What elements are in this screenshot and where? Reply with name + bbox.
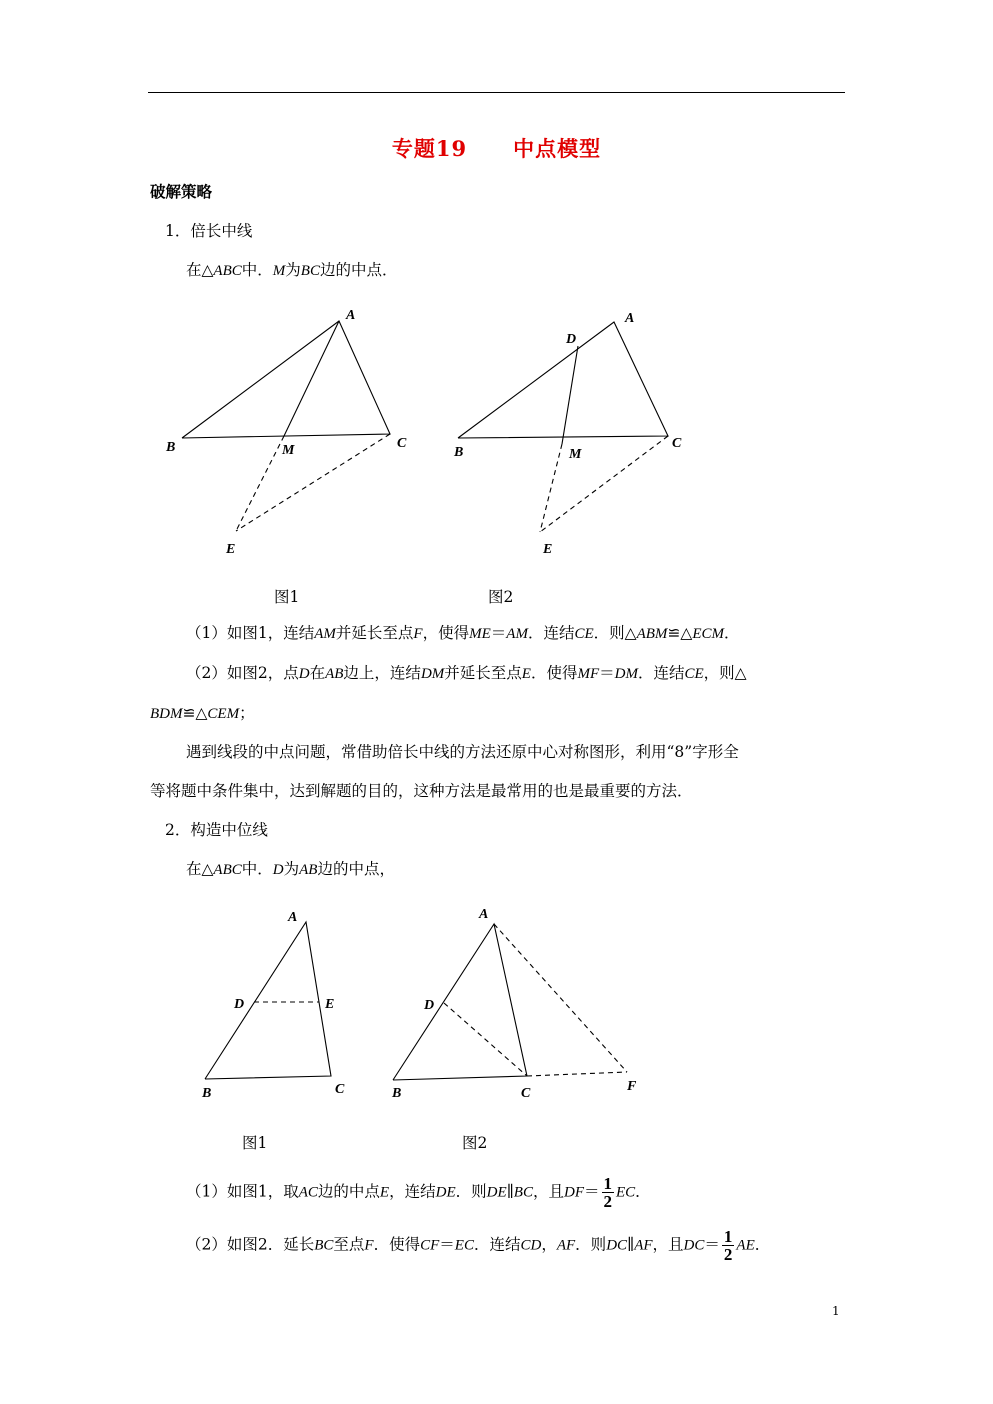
fig2-label-c: C bbox=[672, 436, 682, 451]
fig4-segment-dc bbox=[444, 1003, 527, 1076]
fig1-median-am bbox=[284, 321, 339, 436]
s2-paragraph-2: （2）如图2．延长BC至点F．使得CF＝EC．连结CD，AF．则DC∥AF，且DC＝ $\frac{1}{2}$ AE． bbox=[186, 1227, 771, 1264]
s1-paragraph-2: （2）如图2，点D在AB边上，连结DM并延长至点E．使得MF＝DM．连结CE，则△ bbox=[186, 664, 747, 682]
fig1-segment-ce bbox=[236, 434, 390, 531]
s1-intro: 在△ABC中．M为BC边的中点． bbox=[186, 261, 398, 279]
fig3-label-b: B bbox=[202, 1086, 212, 1101]
s1-paragraph-1: （1）如图1，连结AM并延长至点F，使得ME＝AM．连结CE．则△ABM≌△ECM． bbox=[186, 624, 740, 642]
fig3-label-e: E bbox=[325, 997, 335, 1012]
fig2-triangle bbox=[458, 322, 668, 438]
s1-paragraph-3-line2: 等将题中条件集中，达到解题的目的，这种方法是最常用的也是最重要的方法． bbox=[150, 782, 693, 800]
fig1-label-a: A bbox=[346, 308, 356, 323]
fig1-triangle bbox=[182, 321, 390, 438]
fig2-segment-dm bbox=[562, 346, 578, 444]
s2-fig1-caption: 图1 bbox=[242, 1134, 268, 1152]
fig4-segment-af bbox=[494, 924, 627, 1072]
fig4-label-a: A bbox=[479, 907, 489, 922]
fig2-label-b: B bbox=[454, 445, 464, 460]
fig1-extension-me bbox=[236, 436, 284, 531]
fig1-label-m: M bbox=[282, 443, 295, 458]
fig2-label-m: M bbox=[569, 447, 582, 462]
fig3-triangle bbox=[205, 922, 331, 1079]
title-topic-name: 中点模型 bbox=[513, 136, 602, 161]
s1-paragraph-2-cont: BDM≌△CEM； bbox=[150, 704, 255, 722]
s1-paragraph-3-line1: 遇到线段的中点问题，常借助倍长中线的方法还原中心对称图形，利用“8”字形全 bbox=[186, 743, 739, 761]
fig2-segment-ce bbox=[540, 436, 668, 532]
s2-paragraph-1: （1）如图1，取AC边的中点E，连结DE．则DE∥BC，且DF＝ $\frac{1}{2}$ EC． bbox=[186, 1174, 651, 1211]
fig1-label-b: B bbox=[166, 440, 176, 455]
page-number: 1 bbox=[832, 1304, 840, 1318]
fig2-label-d: D bbox=[566, 332, 577, 347]
fig3-label-c: C bbox=[335, 1082, 345, 1097]
fraction-one-half: $\frac{1}{2}$ bbox=[723, 1227, 733, 1264]
fig3-label-a: A bbox=[288, 910, 298, 925]
fig2-extension-me bbox=[540, 444, 562, 532]
s1-fig2-caption: 图2 bbox=[488, 588, 514, 606]
s2-fig2-caption: 图2 bbox=[462, 1134, 488, 1152]
fig4-label-b: B bbox=[392, 1086, 402, 1101]
fig1-label-e: E bbox=[226, 542, 236, 557]
s1-fig1-caption: 图1 bbox=[274, 588, 300, 606]
fig4-label-d: D bbox=[424, 998, 435, 1013]
fig1-label-c: C bbox=[397, 436, 407, 451]
section-heading: 破解策略 bbox=[150, 182, 213, 201]
fraction-one-half: $\frac{1}{2}$ bbox=[603, 1174, 612, 1211]
fig4-extension-cf bbox=[527, 1072, 627, 1076]
s1-heading: 1．倍长中线 bbox=[165, 222, 253, 240]
fig2-label-a: A bbox=[625, 311, 635, 326]
fig4-label-f: F bbox=[627, 1079, 637, 1094]
title-topic-number: 专题19 bbox=[391, 136, 468, 161]
s2-intro: 在△ABC中．D为AB边的中点， bbox=[186, 860, 395, 878]
fig4-triangle bbox=[393, 924, 527, 1080]
fig3-label-d: D bbox=[234, 997, 245, 1012]
fig2-label-e: E bbox=[543, 542, 553, 557]
fig4-label-c: C bbox=[521, 1086, 531, 1101]
s2-heading: 2．构造中位线 bbox=[165, 821, 268, 839]
